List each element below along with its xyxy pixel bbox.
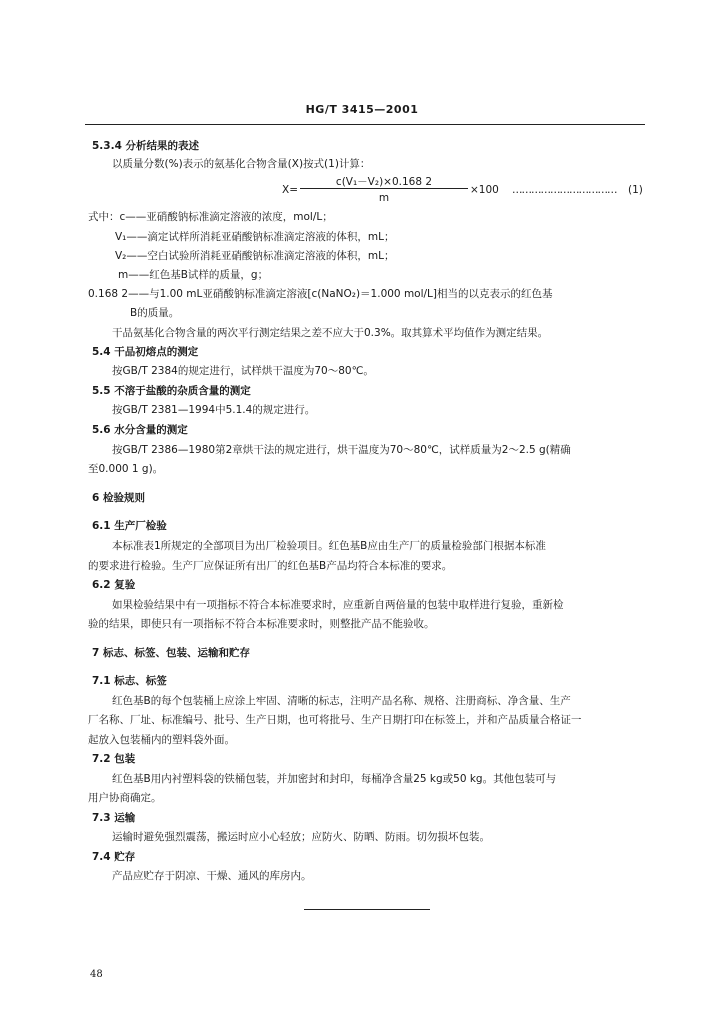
- section-5-6-line1: 按GB/T 2386—1980第2章烘干法的规定进行，烘干温度为70～80℃，试样质量为2～2.5 g(精确: [112, 444, 571, 456]
- where-c: 式中：c——亚硝酸钠标准滴定溶液的浓度，mol/L；: [88, 211, 333, 223]
- page-number: 48: [90, 969, 103, 980]
- formula-numerator: c(V₁－V₂)×0.168 2: [335, 176, 433, 188]
- section-5-5-text: 按GB/T 2381—1994中5.1.4的规定进行。: [112, 404, 316, 416]
- standard-header: HG/T 3415—2001: [305, 103, 419, 116]
- section-5-5-heading: 5.5 不溶于盐酸的杂质含量的测定: [92, 385, 251, 397]
- section-6-2-heading: 6.2 复验: [92, 579, 136, 591]
- formula-tail: ×100: [470, 184, 499, 196]
- section-7-3-heading: 7.3 运输: [92, 812, 136, 824]
- formula-leader-dots: ……………………………: [512, 184, 617, 196]
- section-6-heading: 6 检验规则: [92, 492, 145, 504]
- section-7-2-heading: 7.2 包装: [92, 753, 136, 765]
- section-7-4-text: 产品应贮存于阴凉、干燥、通风的库房内。: [112, 870, 312, 882]
- section-5-3-4-heading: 5.3.4 分析结果的表述: [92, 140, 200, 152]
- section-6-1-line2: 的要求进行检验。生产厂应保证所有出厂的红色基B产品均符合本标准的要求。: [88, 560, 453, 572]
- section-7-1-line1: 红色基B的每个包装桶上应涂上牢固、清晰的标志，注明产品名称、规格、注册商标、净含量、生产: [112, 695, 571, 707]
- section-7-heading: 7 标志、标签、包装、运输和贮存: [92, 647, 250, 659]
- formula-1: [0, 172, 724, 208]
- formula-denominator: m: [378, 192, 390, 204]
- where-m: m——红色基B试样的质量，g；: [118, 269, 269, 281]
- where-constant-cont: B的质量。: [130, 307, 180, 319]
- section-7-1-line2: 厂名称、厂址、标准编号、批号、生产日期，也可将批号、生产日期打印在标签上，并和产品质量合格证一: [88, 714, 582, 726]
- section-5-6-line2: 至0.000 1 g)。: [88, 463, 164, 475]
- where-v1: V₁——滴定试样所消耗亚硝酸钠标准滴定溶液的体积，mL；: [115, 231, 395, 243]
- section-7-2-line2: 用户协商确定。: [88, 792, 162, 804]
- section-5-3-4-intro: 以质量分数(%)表示的氨基化合物含量(X)按式(1)计算：: [112, 158, 371, 170]
- section-5-4-text: 按GB/T 2384的规定进行，试样烘干温度为70～80℃。: [112, 365, 374, 377]
- section-5-3-4-para: 干品氨基化合物含量的两次平行测定结果之差不应大于0.3%。取其算术平均值作为测定结果。: [112, 327, 549, 339]
- where-constant: 0.168 2——与1.00 mL亚硝酸钠标准滴定溶液[c(NaNO₂)＝1.000 mol/L]相当的以克表示的红色基: [88, 288, 553, 300]
- section-7-2-line1: 红色基B用内衬塑料袋的铁桶包装，并加密封和封印，每桶净含量25 kg或50 kg。其他包装可与: [112, 773, 557, 785]
- section-7-1-heading: 7.1 标志、标签: [92, 675, 167, 687]
- section-7-1-line3: 起放入包装桶内的塑料袋外面。: [88, 734, 235, 746]
- section-7-3-text: 运输时避免强烈震荡，搬运时应小心轻放；应防火、防晒、防雨。切勿损坏包装。: [112, 831, 490, 843]
- where-v2: V₂——空白试验所消耗亚硝酸钠标准滴定溶液的体积，mL；: [115, 250, 395, 262]
- header-rule: [85, 124, 645, 125]
- section-6-1-line1: 本标准表1所规定的全部项目为出厂检验项目。红色基B应由生产厂的质量检验部门根据本标准: [112, 540, 546, 552]
- formula-number: (1): [628, 184, 643, 196]
- section-5-6-heading: 5.6 水分含量的测定: [92, 424, 188, 436]
- section-6-2-line2: 验的结果，即使只有一项指标不符合本标准要求时，则整批产品不能验收。: [88, 618, 435, 630]
- section-6-1-heading: 6.1 生产厂检验: [92, 520, 167, 532]
- section-5-4-heading: 5.4 干品初熔点的测定: [92, 346, 199, 358]
- formula-fraction: [300, 172, 468, 206]
- fraction-bar: [300, 188, 468, 189]
- formula-lhs: X=: [282, 184, 298, 196]
- section-7-4-heading: 7.4 贮存: [92, 851, 136, 863]
- section-6-2-line1: 如果检验结果中有一项指标不符合本标准要求时，应重新自两倍量的包装中取样进行复验，重新检: [112, 599, 564, 611]
- end-of-text-rule: [304, 909, 430, 910]
